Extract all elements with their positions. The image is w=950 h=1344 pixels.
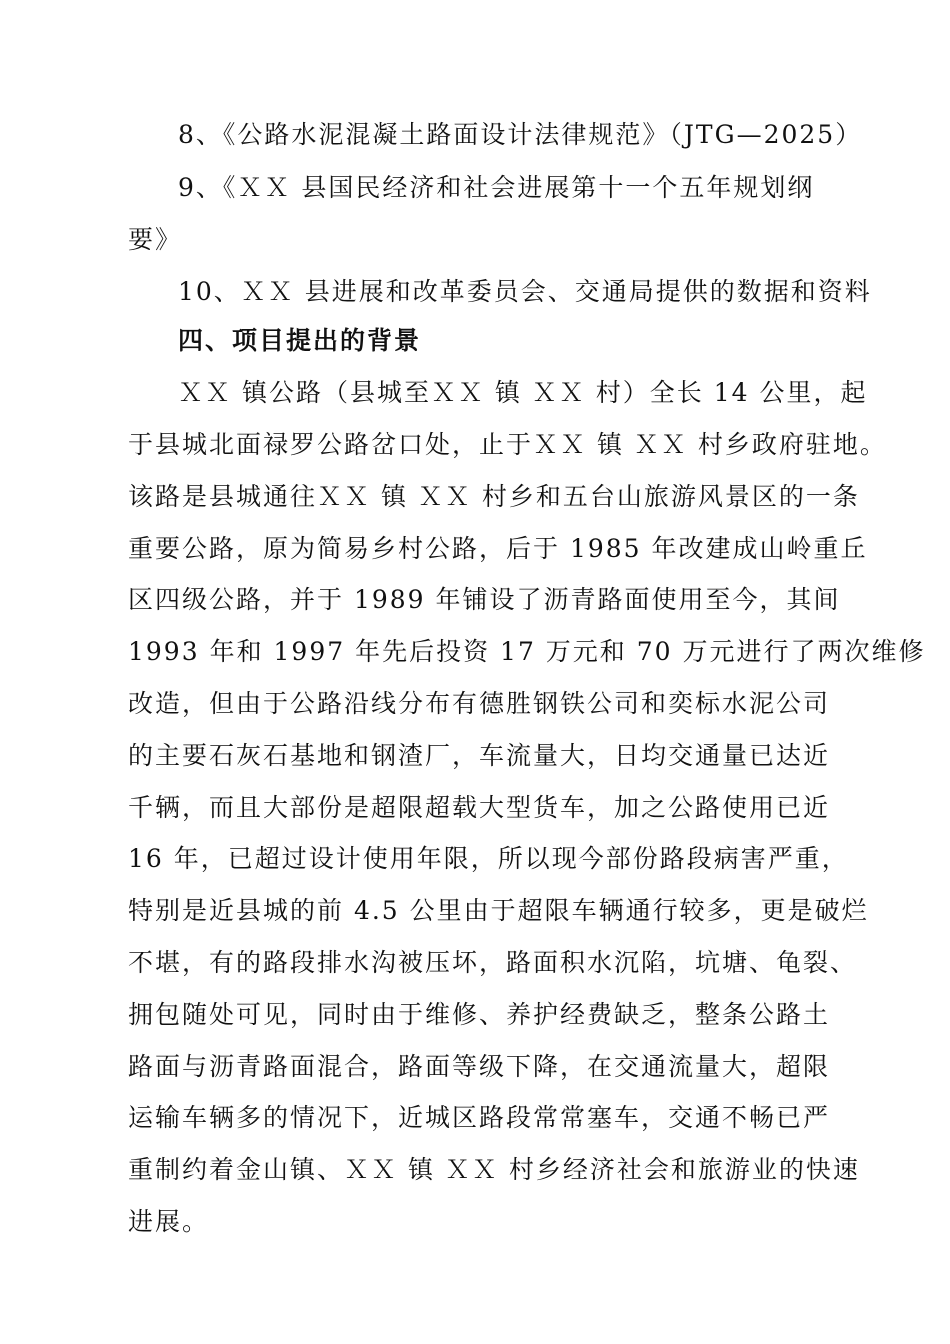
body-line: 拥包随处可见，同时由于维修、养护经费缺乏，整条公路土 bbox=[128, 1000, 831, 1029]
body-line: 16 年，已超过设计使用年限，所以现今部份路段病害严重， bbox=[128, 844, 849, 873]
body-line: 该路是县城通往ＸＸ 镇 ＸＸ 村乡和五台山旅游风景区的一条 bbox=[128, 482, 860, 511]
reference-item-10: 10、ＸＸ 县进展和改革委员会、交通局提供的数据和资料 bbox=[178, 277, 872, 306]
body-line: 的主要石灰石基地和钢渣厂，车流量大，日均交通量已达近 bbox=[128, 741, 831, 770]
body-line: 重要公路，原为简易乡村公路，后于 1985 年改建成山岭重丘 bbox=[128, 534, 868, 563]
body-line: 改造，但由于公路沿线分布有德胜钢铁公司和奕标水泥公司 bbox=[128, 689, 831, 718]
body-line: 特别是近县城的前 4.5 公里由于超限车辆通行较多，更是破烂 bbox=[128, 896, 869, 925]
body-line: ＸＸ 镇公路（县城至ＸＸ 镇 ＸＸ 村）全长 14 公里，起 bbox=[178, 378, 868, 407]
section-heading: 四、项目提出的背景 bbox=[178, 326, 422, 355]
body-line: 1993 年和 1997 年先后投资 17 万元和 70 万元进行了两次维修 bbox=[128, 637, 926, 666]
body-line: 路面与沥青路面混合，路面等级下降，在交通流量大，超限 bbox=[128, 1052, 831, 1081]
body-line: 于县城北面禄罗公路岔口处，止于ＸＸ 镇 ＸＸ 村乡政府驻地。 bbox=[128, 430, 887, 459]
body-line: 运输车辆多的情况下，近城区路段常常塞车，交通不畅已严 bbox=[128, 1103, 831, 1132]
reference-item-9: 9、《ＸＸ 县国民经济和社会进展第十一个五年规划纲 bbox=[178, 173, 815, 202]
reference-item-9-continued: 要》 bbox=[128, 225, 183, 254]
body-line: 区四级公路，并于 1989 年铺设了沥青路面使用至今，其间 bbox=[128, 585, 841, 614]
body-line: 重制约着金山镇、ＸＸ 镇 ＸＸ 村乡经济社会和旅游业的快速 bbox=[128, 1155, 860, 1184]
body-line: 千辆，而且大部份是超限超载大型货车，加之公路使用已近 bbox=[128, 793, 831, 822]
reference-item-8: 8、《公路水泥混凝土路面设计法律规范》（JTG—2025） bbox=[178, 120, 863, 149]
body-line: 进展。 bbox=[128, 1207, 210, 1236]
body-line: 不堪，有的路段排水沟被压坏，路面积水沉陷，坑塘、龟裂、 bbox=[128, 948, 858, 977]
